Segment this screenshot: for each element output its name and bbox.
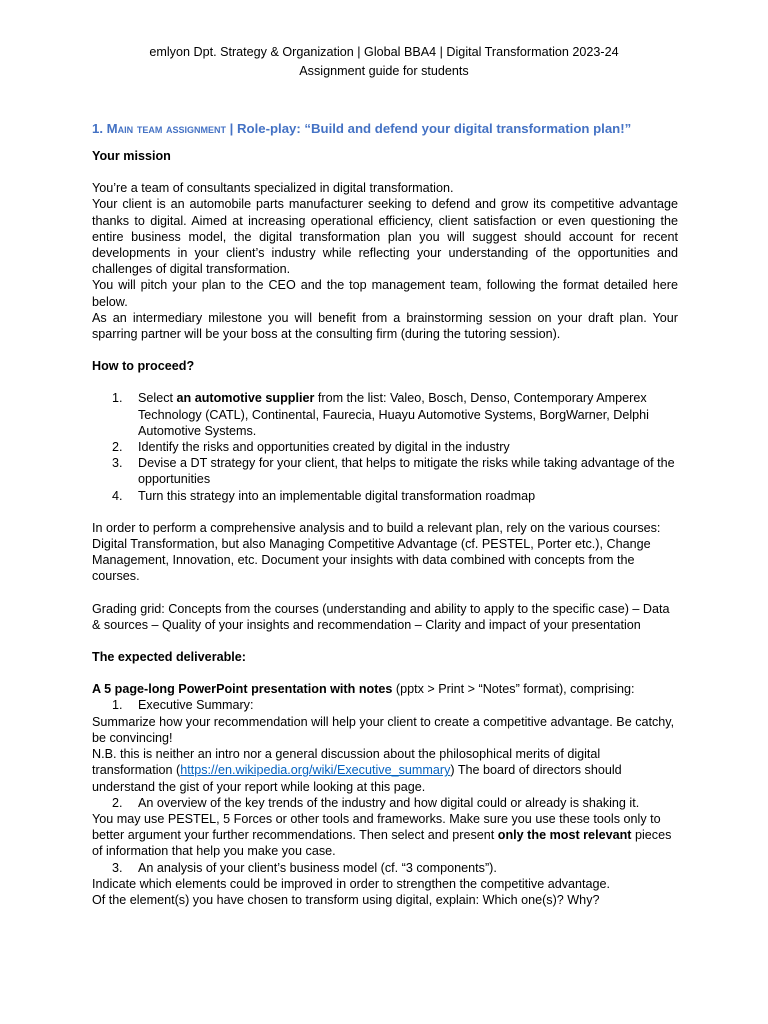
- section-title: [92, 120, 678, 138]
- mission-heading: Your mission: [92, 149, 171, 163]
- deliverable-item-1-label: Executive Summary:: [138, 698, 254, 713]
- step-1-pre: Select: [138, 391, 177, 406]
- deliverable-intro: [92, 681, 678, 697]
- proceed-heading: How to proceed?: [92, 359, 195, 374]
- analysis-paragraph: In order to perform a comprehensive analysis and to build a relevant plan, rely on the various courses: Digital Transformation, but also Managing Competitive Advantage (cf. PESTEL, Porter etc.), Change Management, Innovation, etc. Document your insights with data combined with concepts from the courses.: [92, 520, 661, 584]
- document-header: [0, 43, 768, 81]
- step-1-bold: an automotive supplier: [176, 391, 315, 406]
- deliverable-item-3-desc-2: Of the element(s) you have chosen to transform using digital, explain: Which one(s)? Why?: [92, 892, 600, 907]
- deliverable-item-2-label: An overview of the key trends of the industry and how digital could or already is shaking it.: [138, 795, 640, 810]
- section-title-smallcaps: Main team assignment: [106, 121, 226, 136]
- section-number: 1.: [92, 121, 107, 136]
- header-course-line: emlyon Dpt. Strategy & Organization | Global BBA4 | Digital Transformation 2023-24: [149, 45, 619, 59]
- list-number: 1.: [112, 698, 123, 713]
- deliverable-item-3-desc-1: Indicate which elements could be improved in order to strengthen the competitive advantage.: [92, 876, 611, 891]
- mission-paragraph-4: As an intermediary milestone you will benefit from a brainstorming session on your draft plan. Your sparring partner will be your boss at the consulting firm (during the tutoring session).: [92, 310, 678, 342]
- deliverable-item-1-note: [92, 746, 678, 795]
- header-subtitle: Assignment guide for students: [299, 64, 469, 78]
- deliverable-item-2: [92, 795, 678, 811]
- list-number: 4.: [112, 488, 123, 503]
- item-2-desc-bold: only the most relevant: [497, 828, 632, 843]
- list-item: [92, 488, 678, 504]
- mission-paragraph-2: Your client is an automobile parts manufacturer seeking to defend and grow its competitive advantage thanks to digital. Aimed at increasing operational efficiency, client satisfaction or even questioning the entire business model, the digital transformation plan you will suggest should account for recent developments in your client’s industry while reflecting your understanding of the opportunities and challenges of digital transformation.: [92, 197, 678, 277]
- list-item: [92, 390, 678, 439]
- steps-list: [92, 390, 678, 503]
- deliverable-item-1-desc: Summarize how your recommendation will help your client to create a competitive advantage. Be catchy, be convincing!: [92, 714, 675, 745]
- document-body: [92, 120, 678, 908]
- grading-paragraph: Grading grid: Concepts from the courses (understanding and ability to apply to the specific case) – Data & sources – Quality of your insights and recommendation – Clarity and impact of your presentation: [92, 601, 670, 632]
- step-4: Turn this strategy into an implementable digital transformation roadmap: [138, 488, 536, 503]
- mission-paragraph-1: You’re a team of consultants specialized in digital transformation.: [92, 181, 454, 196]
- list-number: 2.: [112, 795, 123, 810]
- section-title-rest: | Role-play: “Build and defend your digital transformation plan!”: [226, 121, 632, 136]
- deliverable-item-1: [92, 697, 678, 713]
- nb-pre: N.B. this is neither an intro nor a general discussion about the philosophical merits of digital transformation (: [92, 747, 601, 778]
- item-2-desc-post: pieces of information that help you make you case.: [92, 828, 672, 859]
- nb-post: ) The board of directors should understand the gist of your report while looking at this page.: [92, 763, 622, 794]
- step-1-post: from the list: Valeo, Bosch, Denso, Contemporary Amperex Technology (CATL), Continental, Faurecia, Huayu Automotive Systems, BorgWarner, Delphi Automotive Systems.: [138, 391, 649, 438]
- deliverable-item-2-desc: [92, 811, 678, 860]
- deliverable-intro-bold: A 5 page-long PowerPoint presentation with notes: [92, 682, 393, 697]
- list-item: [92, 455, 678, 487]
- executive-summary-link[interactable]: https://en.wikipedia.org/wiki/Executive_summary: [180, 763, 451, 778]
- list-number: 3.: [112, 456, 123, 471]
- deliverable-item-3-label: An analysis of your client’s business model (cf. “3 components”).: [138, 860, 497, 875]
- list-number: 3.: [112, 860, 123, 875]
- step-3: Devise a DT strategy for your client, that helps to mitigate the risks while taking advantage of the opportunities: [138, 456, 675, 487]
- deliverable-item-3: [92, 860, 678, 876]
- list-item: [92, 439, 678, 455]
- step-2: Identify the risks and opportunities created by digital in the industry: [138, 440, 510, 455]
- deliverable-intro-rest: (pptx > Print > “Notes” format), comprising:: [392, 682, 635, 697]
- list-number: 2.: [112, 440, 123, 455]
- mission-paragraph-3: You will pitch your plan to the CEO and the top management team, following the format detailed here below.: [92, 278, 678, 309]
- deliverable-heading: The expected deliverable:: [92, 650, 246, 665]
- list-number: 1.: [112, 391, 123, 406]
- item-2-desc-pre: You may use PESTEL, 5 Forces or other tools and frameworks. Make sure you use these tools only to better argument your further recommendations. Then select and present: [92, 811, 661, 843]
